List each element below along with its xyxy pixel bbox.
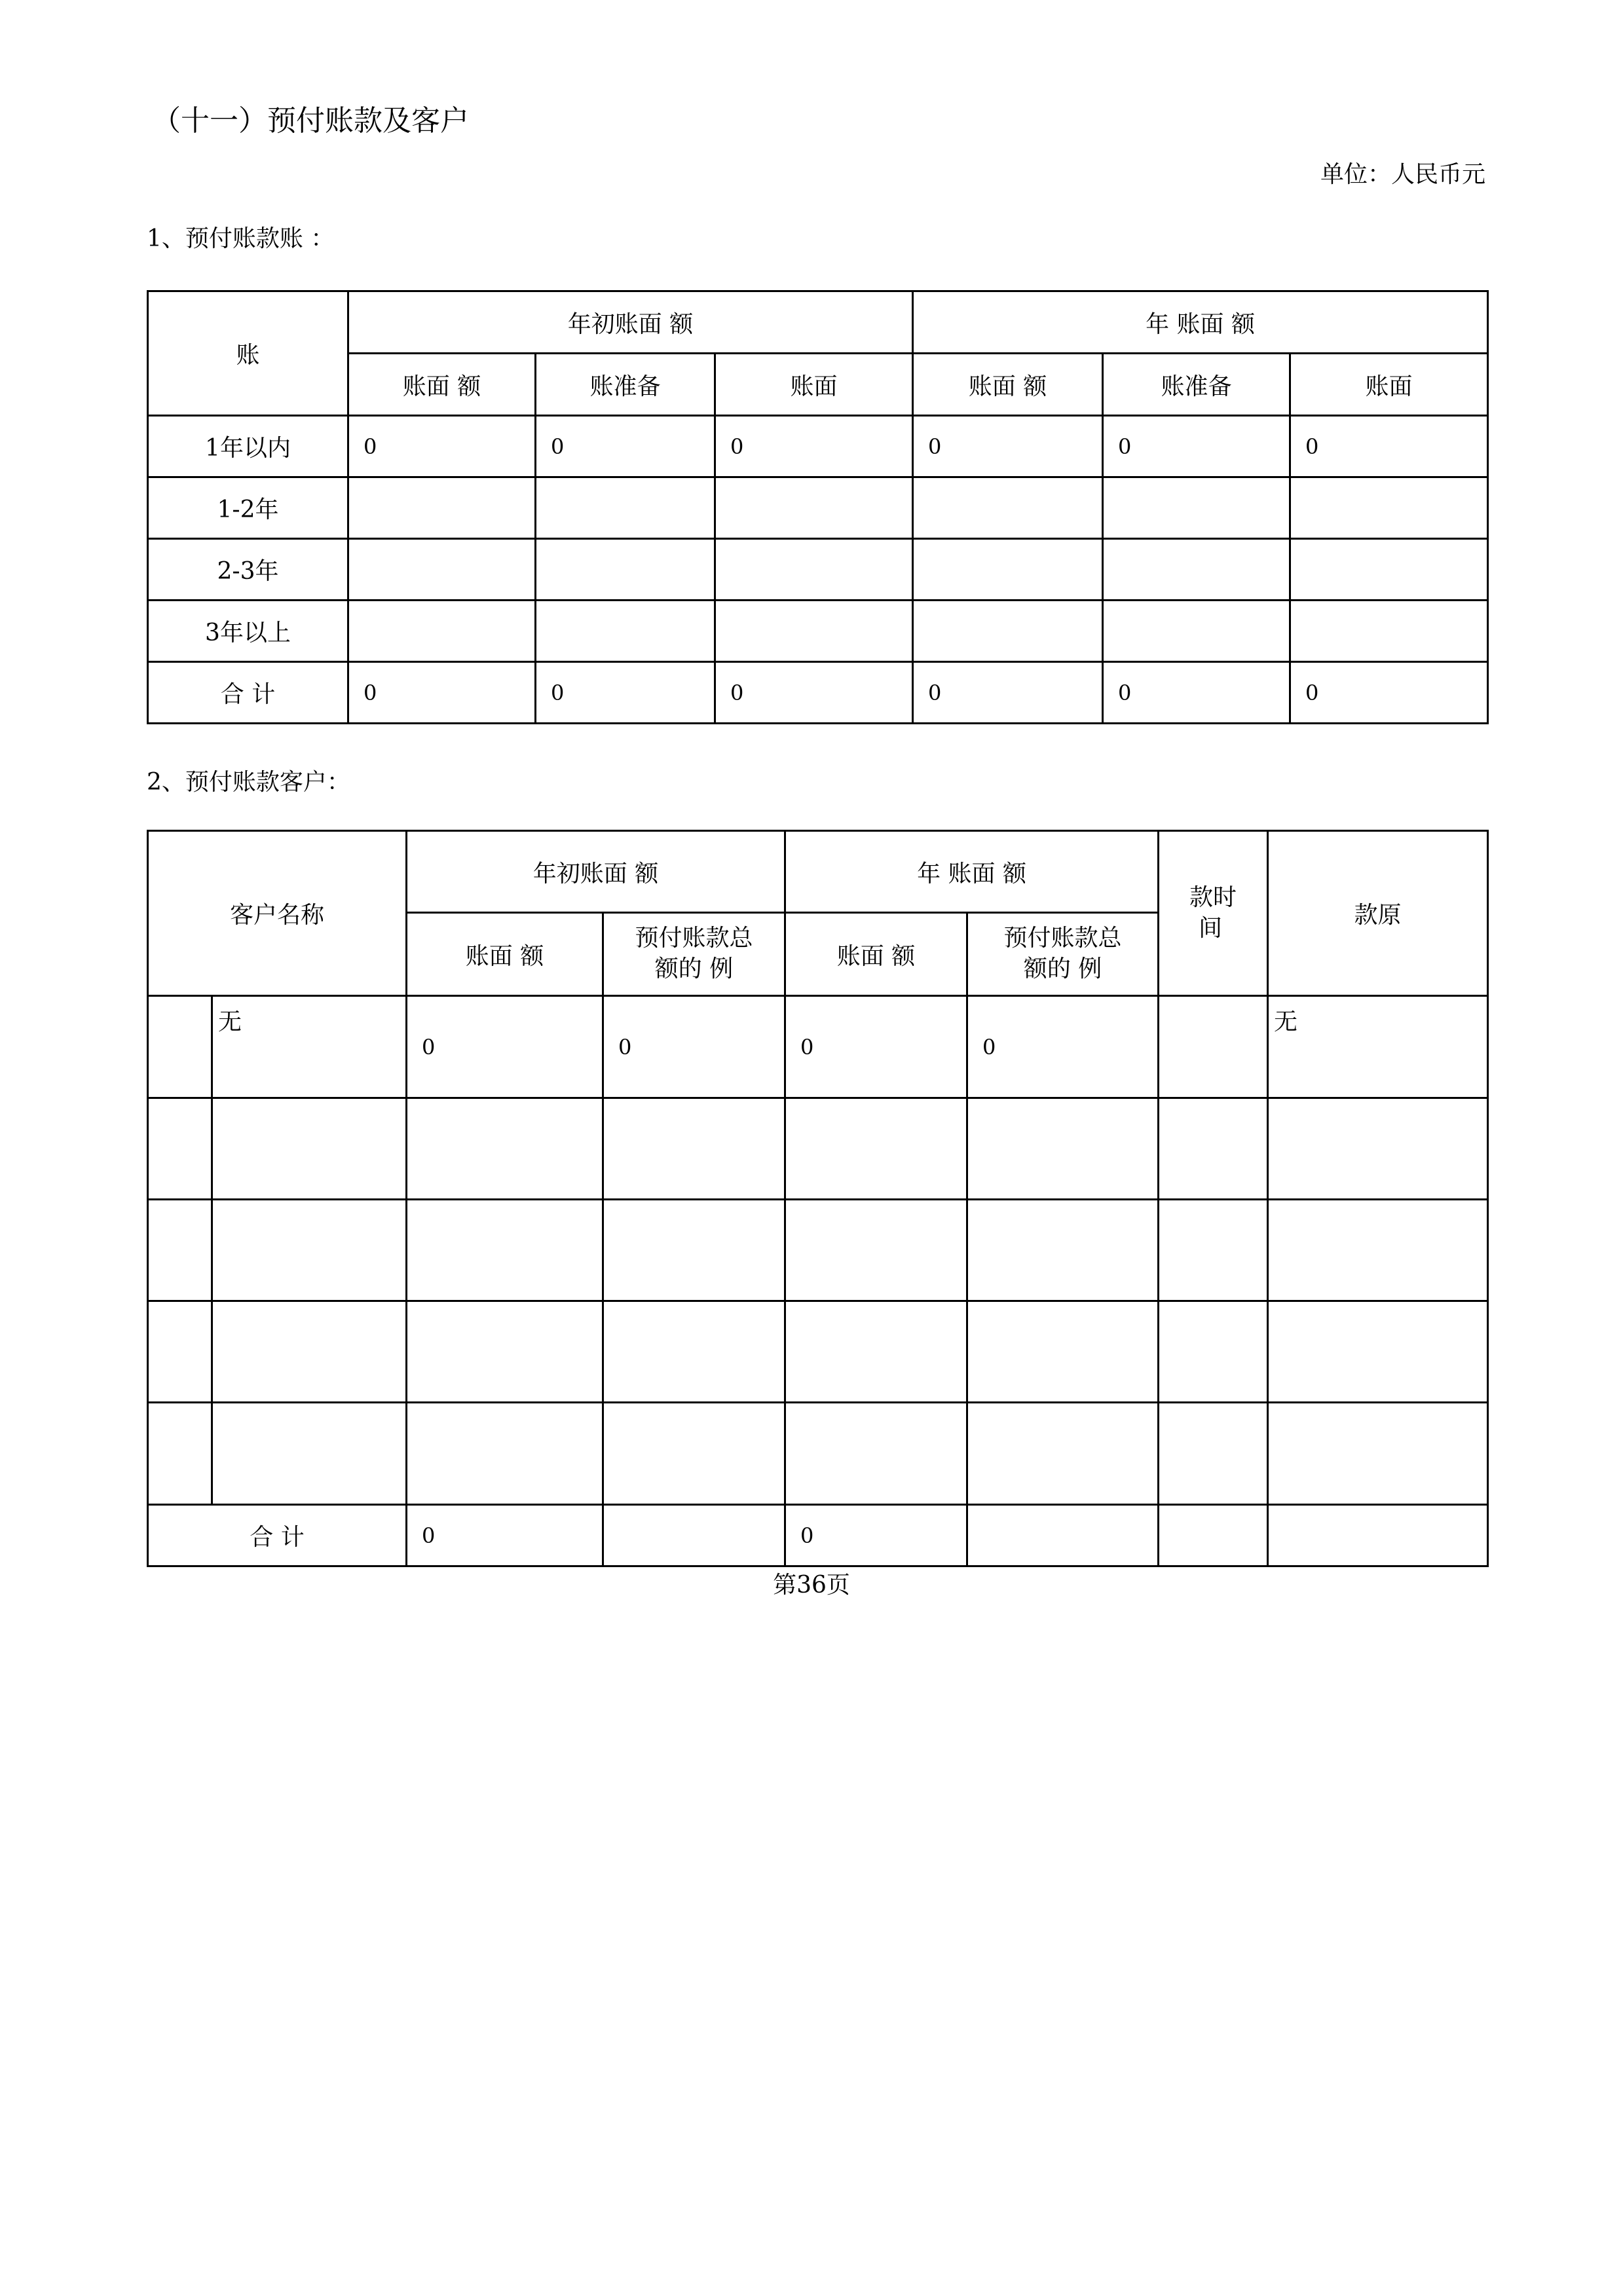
customer-cell: [967, 1200, 1159, 1301]
table-row: [148, 1505, 1488, 1566]
customer-cell: [603, 1301, 785, 1403]
aging-cell: [348, 477, 536, 539]
customer-time: [1159, 996, 1268, 1098]
aging-cell: [348, 539, 536, 601]
customer-total-cell: [967, 1505, 1159, 1566]
row-index-cell: [148, 1098, 212, 1200]
customer-header-time-line1: 款时: [1189, 883, 1237, 911]
table-row: [148, 601, 1488, 662]
table-row: [148, 1098, 1488, 1200]
aging-total-label: 合 计: [148, 662, 348, 724]
customer-header-name: 客户名称: [148, 831, 407, 996]
section2-heading: 2、预付账款客户：: [147, 769, 350, 796]
customer-header-end: 年 账面 额: [785, 831, 1159, 913]
aging-cell: 0: [1103, 416, 1290, 477]
customer-reason: [1268, 1098, 1488, 1200]
aging-cell: [1103, 601, 1290, 662]
aging-cell: 0: [536, 416, 715, 477]
aging-row-label: 2-3年: [148, 539, 348, 601]
aging-header-begin: 年初账面 额: [348, 291, 913, 354]
aging-cell: [1290, 477, 1488, 539]
customer-cell: [967, 1098, 1159, 1200]
aging-cell: 0: [348, 416, 536, 477]
aging-row-label: 1年以内: [148, 416, 348, 477]
aging-cell: 0: [1103, 662, 1290, 724]
aging-sub-header: 账面: [1290, 354, 1488, 416]
aging-table: [147, 290, 1489, 724]
ratio-line1: 预付账款总: [1003, 925, 1122, 952]
customer-cell: [785, 1403, 967, 1505]
aging-cell: 0: [715, 416, 913, 477]
table-row: [148, 539, 1488, 601]
customer-total-time: [1159, 1505, 1268, 1566]
table-row: [148, 662, 1488, 724]
customer-header-reason: 款原: [1268, 831, 1488, 996]
customer-reason: 无: [1268, 996, 1488, 1098]
row-index-cell: [148, 1301, 212, 1403]
table-row: [148, 1200, 1488, 1301]
customer-cell: [603, 1403, 785, 1505]
customer-name: [212, 1301, 407, 1403]
customer-name: [212, 1098, 407, 1200]
section1-heading: 1、预付账款账 ：: [147, 225, 335, 252]
currency-unit: 单位：人民币元: [1320, 161, 1485, 188]
table-row: [148, 1301, 1488, 1403]
aging-cell: [715, 539, 913, 601]
aging-cell: 0: [348, 662, 536, 724]
customer-sub-ratio: [967, 913, 1159, 996]
customer-cell: [967, 1403, 1159, 1505]
aging-sub-header: 账面 额: [913, 354, 1103, 416]
customer-cell: [603, 1200, 785, 1301]
aging-cell: [715, 477, 913, 539]
customer-cell: 0: [603, 996, 785, 1098]
customer-header-time: [1159, 831, 1268, 996]
ratio-line2: 额的 例: [1023, 955, 1102, 982]
aging-sub-header: 账准备: [536, 354, 715, 416]
customer-total-label: 合 计: [148, 1505, 407, 1566]
customer-cell: [785, 1200, 967, 1301]
aging-header-label: 账: [148, 291, 348, 416]
table-row: [148, 416, 1488, 477]
customer-cell: [407, 1301, 603, 1403]
row-index-cell: [148, 996, 212, 1098]
customer-reason: [1268, 1200, 1488, 1301]
customer-reason: [1268, 1403, 1488, 1505]
aging-row-label: 1-2年: [148, 477, 348, 539]
aging-cell: [715, 601, 913, 662]
customer-cell: [785, 1098, 967, 1200]
aging-header-end: 年 账面 额: [913, 291, 1488, 354]
customer-time: [1159, 1301, 1268, 1403]
customer-time: [1159, 1403, 1268, 1505]
customer-name: [212, 1200, 407, 1301]
customer-cell: 0: [967, 996, 1159, 1098]
aging-cell: [1103, 539, 1290, 601]
customer-cell: [603, 1098, 785, 1200]
customer-total-reason: [1268, 1505, 1488, 1566]
customer-sub-amount: 账面 额: [785, 913, 967, 996]
customer-total-cell: 0: [785, 1505, 967, 1566]
customer-header-begin: 年初账面 额: [407, 831, 785, 913]
customer-table: [147, 830, 1489, 1567]
row-index-cell: [148, 1200, 212, 1301]
customer-reason: [1268, 1301, 1488, 1403]
aging-cell: 0: [1290, 416, 1488, 477]
aging-cell: [913, 601, 1103, 662]
table-row: [148, 477, 1488, 539]
customer-name: 无: [212, 996, 407, 1098]
aging-cell: [536, 601, 715, 662]
customer-cell: [407, 1098, 603, 1200]
ratio-line1: 预付账款总: [635, 925, 753, 952]
customer-cell: [407, 1200, 603, 1301]
aging-cell: [348, 601, 536, 662]
aging-sub-header: 账准备: [1103, 354, 1290, 416]
customer-sub-amount: 账面 额: [407, 913, 603, 996]
aging-cell: [913, 477, 1103, 539]
aging-cell: [913, 539, 1103, 601]
aging-cell: 0: [913, 416, 1103, 477]
aging-cell: 0: [536, 662, 715, 724]
page-title: （十一）预付账款及客户: [152, 104, 469, 138]
aging-cell: 0: [1290, 662, 1488, 724]
customer-name: [212, 1403, 407, 1505]
aging-cell: [1103, 477, 1290, 539]
customer-time: [1159, 1098, 1268, 1200]
table-row: [148, 1403, 1488, 1505]
customer-header-time-line2: 间: [1199, 914, 1223, 942]
page-number: 第36页: [773, 1572, 850, 1599]
aging-cell: [536, 539, 715, 601]
row-index-cell: [148, 1403, 212, 1505]
aging-cell: [536, 477, 715, 539]
customer-cell: [785, 1301, 967, 1403]
customer-cell: [407, 1403, 603, 1505]
table-row: [148, 996, 1488, 1098]
customer-cell: 0: [407, 996, 603, 1098]
customer-cell: 0: [785, 996, 967, 1098]
customer-total-cell: [603, 1505, 785, 1566]
customer-total-cell: 0: [407, 1505, 603, 1566]
aging-cell: 0: [715, 662, 913, 724]
aging-cell: 0: [913, 662, 1103, 724]
aging-sub-header: 账面: [715, 354, 913, 416]
aging-cell: [1290, 601, 1488, 662]
customer-time: [1159, 1200, 1268, 1301]
aging-sub-header: 账面 额: [348, 354, 536, 416]
aging-row-label: 3年以上: [148, 601, 348, 662]
customer-cell: [967, 1301, 1159, 1403]
ratio-line2: 额的 例: [654, 955, 734, 982]
aging-cell: [1290, 539, 1488, 601]
customer-sub-ratio: [603, 913, 785, 996]
